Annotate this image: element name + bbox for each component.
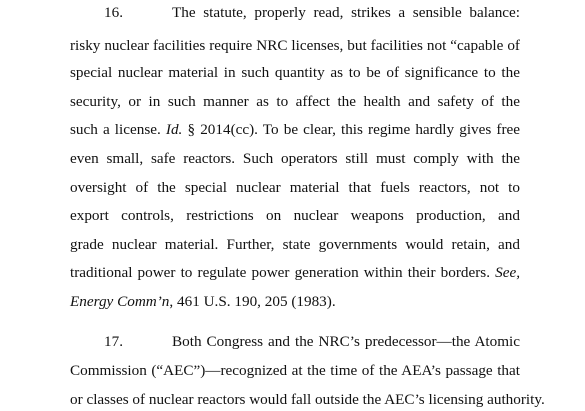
text-run: , 461 U.S. 190, 205 (1983). <box>169 293 336 310</box>
text-run: Both Congress and the NRC’s predecessor—the Atomic <box>172 333 520 350</box>
text-run: even small, safe reactors. Such operators still must comply with the <box>70 150 520 167</box>
citation-signal: See, <box>495 264 520 281</box>
text-run: export controls, restrictions on nuclear weapons production, and <box>70 207 520 224</box>
paragraph-16-line-5 <box>70 121 520 139</box>
text-run: special nuclear material in such quantity as to be of significance to the <box>70 64 520 81</box>
paragraph-16-line-6 <box>70 150 520 168</box>
text-run: § 2014(cc). To be clear, this regime hardly gives free <box>187 121 520 138</box>
text-run: Commission (“AEC”)—recognized at the time of the AEA’s passage that <box>70 362 520 379</box>
paragraph-16-line-8 <box>70 207 520 225</box>
text-run: The statute, properly read, strikes a sensible balance: <box>172 4 520 21</box>
paragraph-16-line-10 <box>70 264 520 282</box>
paragraph-number: 17. <box>104 333 123 350</box>
text-run: traditional power to regulate power generation within their borders. <box>70 264 491 281</box>
paragraph-16-line-4 <box>70 93 520 111</box>
text-run: or classes of nuclear reactors would fall outside the AEC’s licensing authority. <box>70 391 545 408</box>
paragraph-17-line-2 <box>70 362 520 380</box>
paragraph-16-line-11 <box>70 293 336 311</box>
case-name: Energy Comm’n <box>70 293 170 310</box>
paragraph-16-line-3 <box>70 64 520 82</box>
paragraph-17-line-3 <box>70 391 545 409</box>
text-run: oversight of the special nuclear material that fuels reactors, not to <box>70 179 520 196</box>
paragraph-17-line-1 <box>70 333 520 351</box>
paragraph-number: 16. <box>104 4 123 21</box>
text-run: such a license. <box>70 121 161 138</box>
paragraph-16-line-1 <box>70 4 520 22</box>
text-run: grade nuclear material. Further, state governments would retain, and <box>70 236 520 253</box>
paragraph-16-line-9 <box>70 236 520 254</box>
paragraph-16-line-7 <box>70 179 520 197</box>
text-run: security, or in such manner as to affect the health and safety of the <box>70 93 520 110</box>
text-run: risky nuclear facilities require NRC licenses, but facilities not “capable of <box>70 37 520 54</box>
paragraph-16-line-2 <box>70 37 520 55</box>
citation-id: Id. <box>165 121 183 138</box>
